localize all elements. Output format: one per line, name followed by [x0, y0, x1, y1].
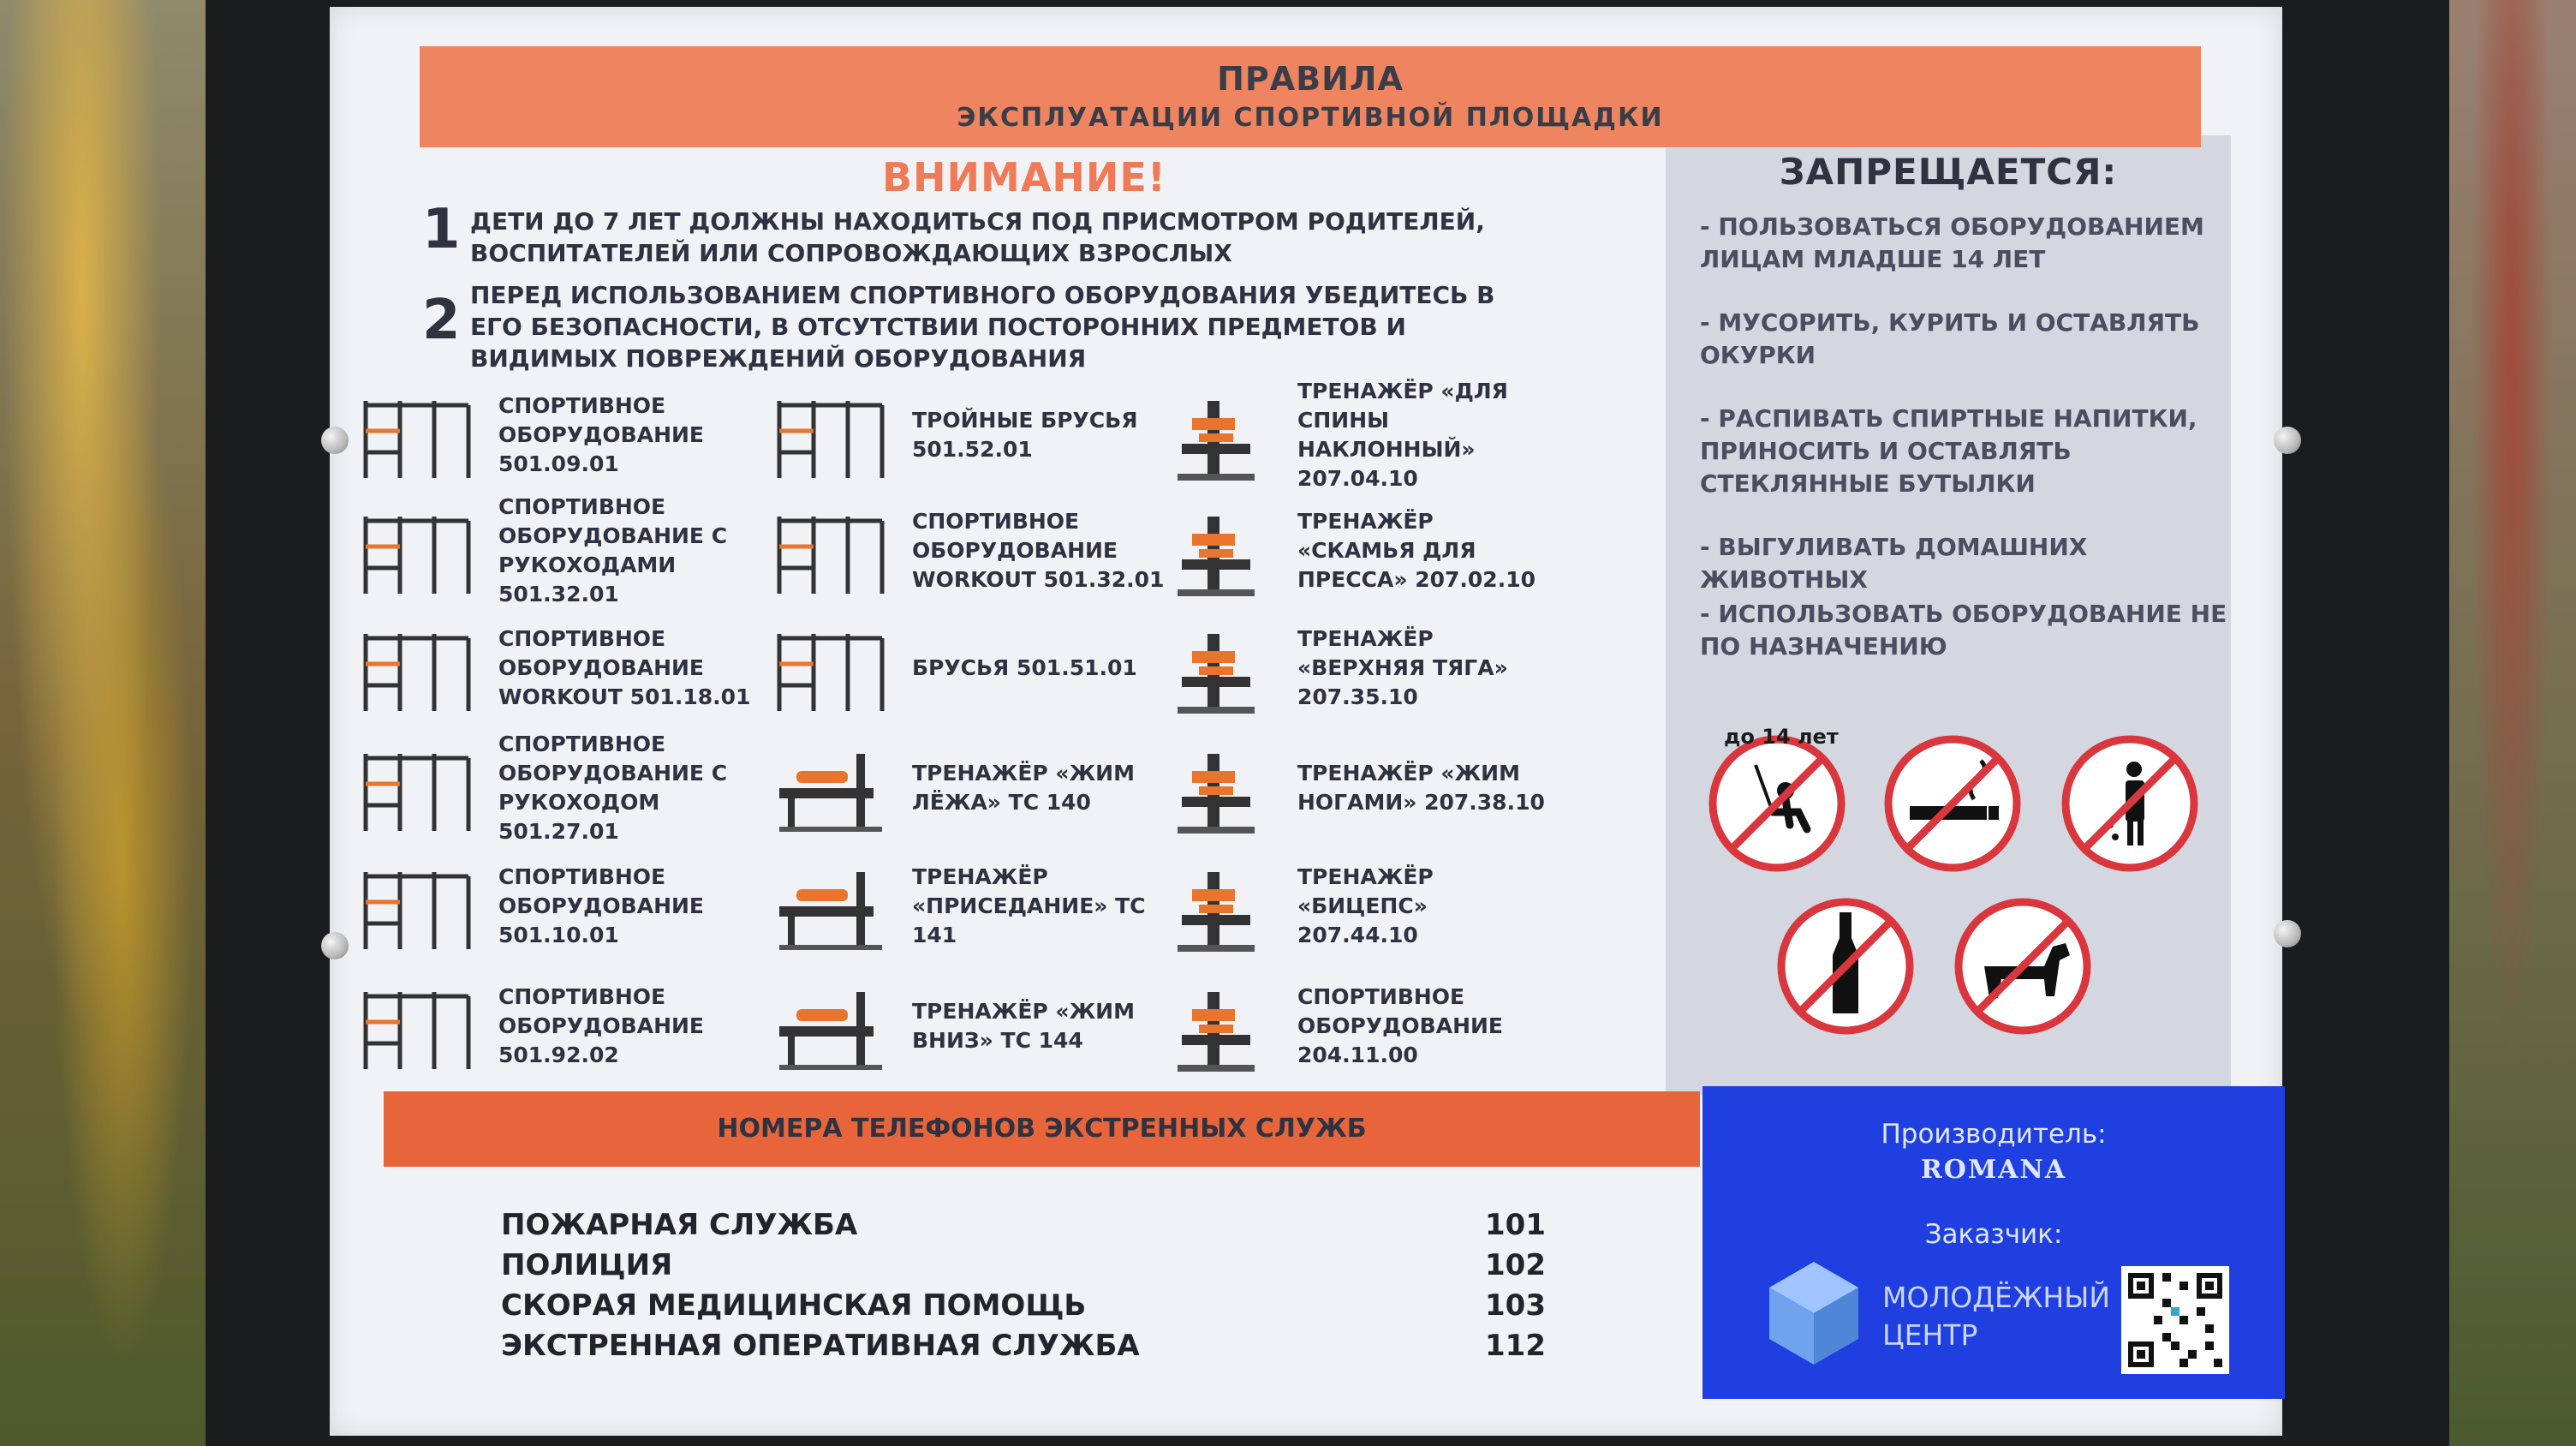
no-swing-under-14-icon	[1704, 731, 1850, 876]
equipment-label: ТРЕНАЖЁР «ВЕРХНЯЯ ТЯГА» 207.35.10	[1297, 626, 1508, 709]
equipment-illustration-icon	[349, 617, 486, 720]
equipment-illustration-icon	[1148, 499, 1285, 602]
equipment-illustration-icon	[1148, 855, 1285, 958]
age-limit-label: до 14 лет	[1724, 725, 1839, 749]
customer-name-line: МОЛОДЁЖНЫЙ	[1882, 1281, 2111, 1314]
phone-row	[501, 1248, 1580, 1289]
equipment-illustration-icon	[762, 617, 899, 720]
equipment-label: СПОРТИВНОЕ ОБОРУДОВАНИЕ WORKOUT 501.32.01	[912, 509, 1165, 592]
equipment-item	[762, 384, 1165, 487]
equipment-item	[349, 975, 751, 1078]
rule-text: ДЕТИ ДО 7 ЛЕТ ДОЛЖНЫ НАХОДИТЬСЯ ПОД ПРИСМОТРОМ РОДИТЕЛЕЙ, ВОСПИТАТЕЛЕЙ ИЛИ СОПРОВОЖДАЮЩИХ ВЗРОСЛЫХ	[470, 207, 1485, 267]
rules-sign-panel	[330, 7, 2282, 1436]
equipment-item	[1148, 617, 1550, 720]
equipment-illustration-icon	[762, 737, 899, 840]
header-bar	[420, 46, 2201, 147]
phone-number: 103	[1485, 1288, 1546, 1323]
phone-number: 112	[1485, 1329, 1546, 1363]
equipment-item	[762, 499, 1165, 602]
phone-service-name: ПОЖАРНАЯ СЛУЖБА	[501, 1208, 858, 1242]
forbidden-item: - ИСПОЛЬЗОВАТЬ ОБОРУДОВАНИЕ НЕ ПО НАЗНАЧЕНИЮ	[1700, 600, 2227, 660]
phone-row	[501, 1329, 1580, 1370]
equipment-illustration-icon	[1148, 737, 1285, 840]
no-littering-icon	[2057, 731, 2203, 876]
bolt-icon	[321, 427, 349, 454]
forbidden-item: - ВЫГУЛИВАТЬ ДОМАШНИХ ЖИВОТНЫХ	[1700, 533, 2088, 594]
customer-name-line: ЦЕНТР	[1882, 1318, 1978, 1352]
equipment-item	[762, 975, 1165, 1078]
equipment-item	[349, 617, 751, 720]
maker-label: Производитель:	[1881, 1119, 2107, 1150]
equipment-label: ТРЕНАЖЁР «ДЛЯ СПИНЫ НАКЛОННЫЙ» 207.04.10	[1297, 379, 1508, 491]
equipment-label: СПОРТИВНОЕ ОБОРУДОВАНИЕ 204.11.00	[1297, 984, 1504, 1067]
rule-2	[422, 279, 1664, 374]
equipment-label: ТРЕНАЖЁР «СКАМЬЯ ДЛЯ ПРЕССА» 207.02.10	[1297, 509, 1535, 592]
background-trees-right	[2448, 0, 2576, 1446]
equipment-illustration-icon	[349, 384, 486, 487]
emergency-phones-title: НОМЕРА ТЕЛЕФОНОВ ЭКСТРЕННЫХ СЛУЖБ	[384, 1091, 1700, 1167]
equipment-item	[762, 737, 1165, 840]
equipment-illustration-icon	[349, 499, 486, 602]
page-subtitle: ЭКСПЛУАТАЦИИ СПОРТИВНОЙ ПЛОЩАДКИ	[957, 103, 1664, 133]
phone-row	[501, 1208, 1580, 1249]
maker-name: ROMANA	[1920, 1155, 2067, 1185]
equipment-illustration-icon	[349, 975, 486, 1078]
equipment-illustration-icon	[762, 975, 899, 1078]
customer-label: Заказчик:	[1924, 1219, 2063, 1250]
equipment-illustration-icon	[1148, 617, 1285, 720]
equipment-label: СПОРТИВНОЕ ОБОРУДОВАНИЕ 501.92.02	[498, 984, 705, 1067]
maker-customer-box	[1702, 1086, 2285, 1399]
equipment-item	[349, 855, 751, 958]
equipment-item	[349, 384, 751, 487]
background-trees-left	[0, 0, 206, 1446]
equipment-label: БРУСЬЯ 501.51.01	[912, 655, 1137, 680]
page-title: ПРАВИЛА	[1217, 60, 1404, 98]
equipment-item	[1148, 737, 1550, 840]
no-smoking-icon	[1880, 731, 2025, 876]
bolt-icon	[2274, 427, 2301, 454]
equipment-illustration-icon	[349, 855, 486, 958]
equipment-label: СПОРТИВНОЕ ОБОРУДОВАНИЕ 501.09.01	[498, 393, 705, 476]
equipment-label: ТРЕНАЖЁР «ПРИСЕДАНИЕ» ТС 141	[912, 864, 1146, 947]
phone-row	[501, 1288, 1580, 1329]
equipment-illustration-icon	[762, 384, 899, 487]
equipment-item	[1148, 855, 1550, 958]
customer-name	[1882, 1279, 2110, 1354]
equipment-item	[349, 494, 751, 606]
bolt-icon	[321, 932, 349, 959]
equipment-illustration-icon	[762, 855, 899, 958]
phone-number: 102	[1485, 1248, 1546, 1282]
no-dogs-icon	[1950, 893, 2096, 1039]
rule-number: 2	[422, 289, 461, 352]
equipment-label: СПОРТИВНОЕ ОБОРУДОВАНИЕ 501.10.01	[498, 864, 705, 947]
forbidden-item: - МУСОРИТЬ, КУРИТЬ И ОСТАВЛЯТЬ ОКУРКИ	[1700, 308, 2200, 369]
forbidden-title: ЗАПРЕЩАЕТСЯ:	[1779, 151, 2118, 193]
equipment-item	[1148, 379, 1550, 491]
cube-logo-icon	[1762, 1258, 1865, 1372]
equipment-label: ТРОЙНЫЕ БРУСЬЯ 501.52.01	[912, 408, 1138, 462]
qr-code-icon	[2121, 1266, 2229, 1374]
equipment-label: ТРЕНАЖЁР «ЖИМ ЛЁЖА» ТС 140	[912, 761, 1135, 815]
phone-number: 101	[1485, 1208, 1546, 1242]
equipment-label: СПОРТИВНОЕ ОБОРУДОВАНИЕ С РУКОХОДАМИ 501.32.01	[498, 494, 728, 606]
equipment-label: ТРЕНАЖЁР «ЖИМ ВНИЗ» ТС 144	[912, 999, 1135, 1053]
equipment-item	[1148, 499, 1550, 602]
forbidden-item: - РАСПИВАТЬ СПИРТНЫЕ НАПИТКИ, ПРИНОСИТЬ И ОСТАВЛЯТЬ СТЕКЛЯННЫЕ БУТЫЛКИ	[1700, 404, 2197, 498]
equipment-illustration-icon	[1148, 384, 1285, 487]
equipment-label: СПОРТИВНОЕ ОБОРУДОВАНИЕ С РУКОХОДОМ 501.27.01	[498, 732, 728, 844]
equipment-illustration-icon	[1148, 975, 1285, 1078]
equipment-illustration-icon	[762, 499, 899, 602]
equipment-item	[349, 732, 751, 844]
equipment-label: ТРЕНАЖЁР «ЖИМ НОГАМИ» 207.38.10	[1297, 761, 1545, 815]
equipment-label: СПОРТИВНОЕ ОБОРУДОВАНИЕ WORKOUT 501.18.01	[498, 626, 751, 709]
no-alcohol-icon	[1773, 893, 1918, 1039]
equipment-illustration-icon	[349, 737, 486, 840]
equipment-item	[762, 617, 1165, 720]
forbidden-item: - ПОЛЬЗОВАТЬСЯ ОБОРУДОВАНИЕМ ЛИЦАМ МЛАДШЕ 14 ЛЕТ	[1700, 212, 2204, 273]
bolt-icon	[2274, 920, 2301, 947]
rule-1	[422, 198, 1664, 269]
phone-service-name: ПОЛИЦИЯ	[501, 1248, 673, 1282]
rule-text: ПЕРЕД ИСПОЛЬЗОВАНИЕМ СПОРТИВНОГО ОБОРУДОВАНИЯ УБЕДИТЕСЬ В ЕГО БЕЗОПАСНОСТИ, В ОТСУТСТВИИ ПОСТОРОННИХ ПРЕДМЕТОВ И ВИДИМЫХ ПОВРЕЖДЕНИЙ ОБОРУДОВАНИЯ	[470, 281, 1495, 373]
phone-service-name: СКОРАЯ МЕДИЦИНСКАЯ ПОМОЩЬ	[501, 1288, 1087, 1323]
attention-heading: ВНИМАНИЕ!	[882, 154, 1166, 200]
rule-number: 1	[422, 198, 461, 261]
equipment-label: ТРЕНАЖЁР «БИЦЕПС» 207.44.10	[1297, 864, 1434, 947]
equipment-item	[1148, 975, 1550, 1078]
phone-service-name: ЭКСТРЕННАЯ ОПЕРАТИВНАЯ СЛУЖБА	[501, 1329, 1140, 1363]
equipment-item	[762, 855, 1165, 958]
